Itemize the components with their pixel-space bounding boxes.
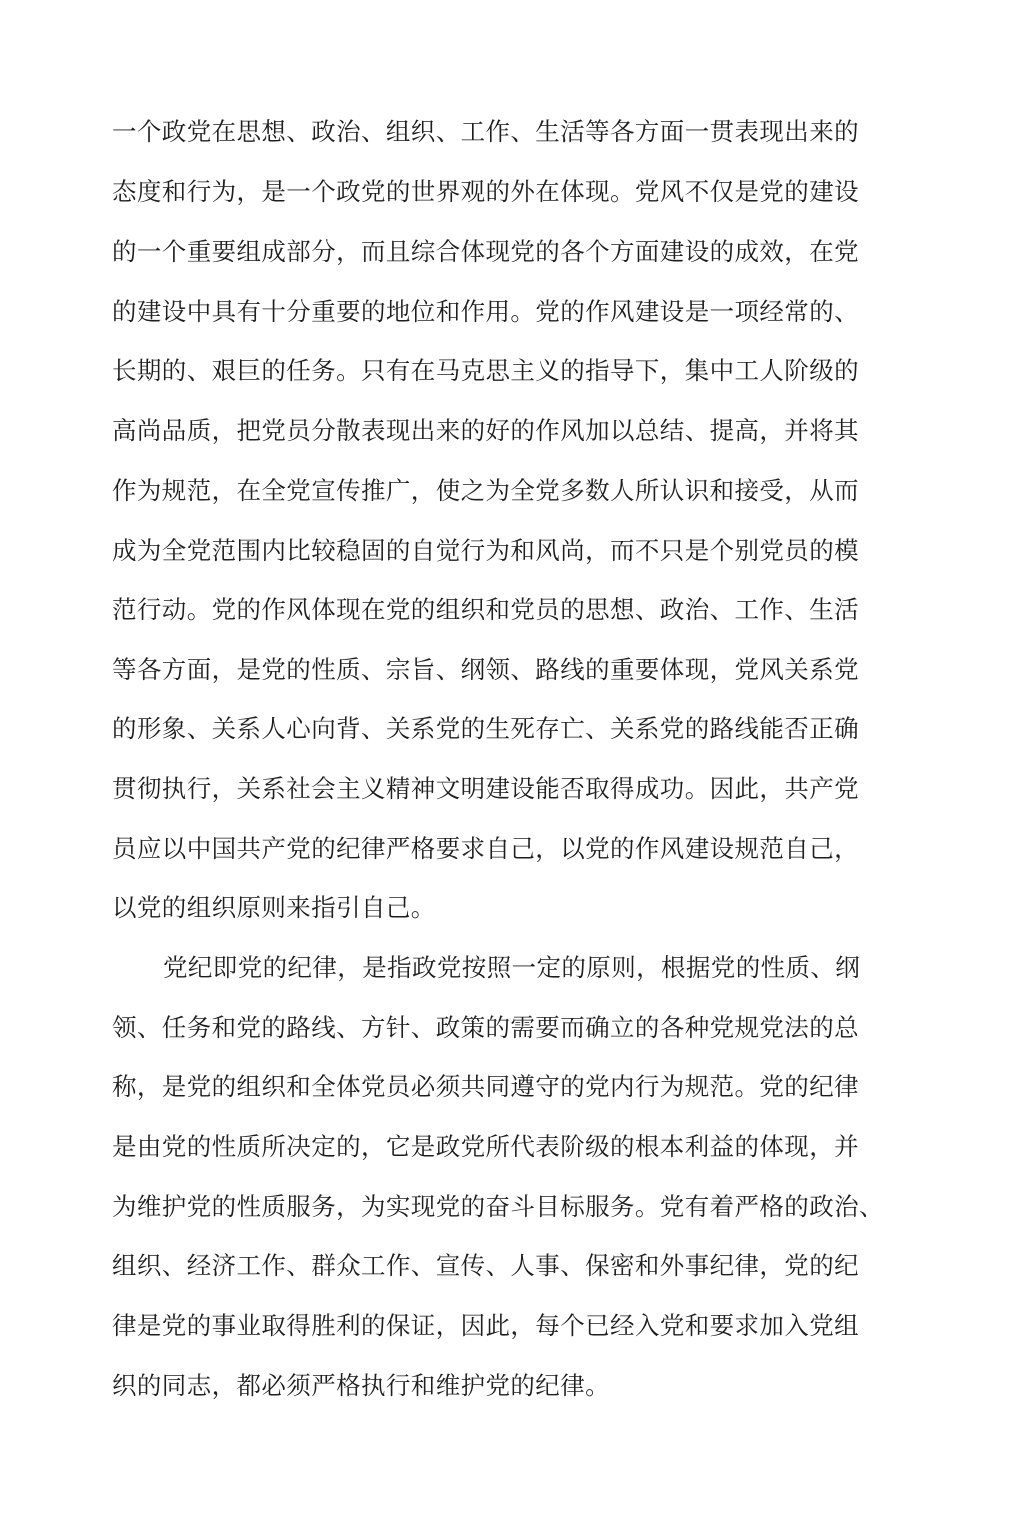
text-line: 党纪即党的纪律，是指政党按照一定的原则，根据党的性质、纲 [163, 953, 861, 982]
text-line: 范行动。党的作风体现在党的组织和党员的思想、政治、工作、生活 [112, 595, 859, 624]
text-line: 的一个重要组成部分，而且综合体现党的各个方面建设的成效，在党 [112, 237, 859, 266]
text-line: 的建设中具有十分重要的地位和作用。党的作风建设是一项经常的、 [112, 297, 859, 326]
text-line: 贯彻执行，关系社会主义精神文明建设能否取得成功。因此，共产党 [112, 774, 859, 803]
text-line: 长期的、艰巨的任务。只有在马克思主义的指导下，集中工人阶级的 [112, 356, 859, 385]
text-line: 成为全党范围内比较稳固的自觉行为和风尚，而不只是个别党员的模 [112, 536, 859, 565]
text-line: 的形象、关系人心向背、关系党的生死存亡、关系党的路线能否正确 [112, 714, 859, 743]
text-line: 员应以中国共产党的纪律严格要求自己，以党的作风建设规范自己， [112, 834, 859, 863]
text-line: 称，是党的组织和全体党员必须共同遵守的党内行为规范。党的纪律 [112, 1072, 859, 1101]
text-line: 组织、经济工作、群众工作、宣传、人事、保密和外事纪律，党的纪 [112, 1251, 859, 1280]
text-line: 为维护党的性质服务，为实现党的奋斗目标服务。党有着严格的政治、 [112, 1192, 884, 1221]
text-line: 高尚品质，把党员分散表现出来的好的作风加以总结、提高，并将其 [112, 416, 859, 445]
text-line: 等各方面，是党的性质、宗旨、纲领、路线的重要体现，党风关系党 [112, 655, 859, 684]
text-line: 作为规范，在全党宣传推广，使之为全党多数人所认识和接受，从而 [112, 476, 859, 505]
text-line: 以党的组织原则来指引自己。 [112, 893, 436, 922]
text-line: 态度和行为，是一个政党的世界观的外在体现。党风不仅是党的建设 [112, 177, 859, 206]
text-line: 律是党的事业取得胜利的保证，因此，每个已经入党和要求加入党组 [112, 1311, 859, 1340]
text-line: 织的同志，都必须严格执行和维护党的纪律。 [112, 1371, 610, 1400]
text-line: 一个政党在思想、政治、组织、工作、生活等各方面一贯表现出来的 [112, 117, 859, 146]
text-line: 领、任务和党的路线、方针、政策的需要而确立的各种党规党法的总 [112, 1013, 859, 1042]
text-line: 是由党的性质所决定的，它是政党所代表阶级的根本利益的体现，并 [112, 1132, 859, 1161]
